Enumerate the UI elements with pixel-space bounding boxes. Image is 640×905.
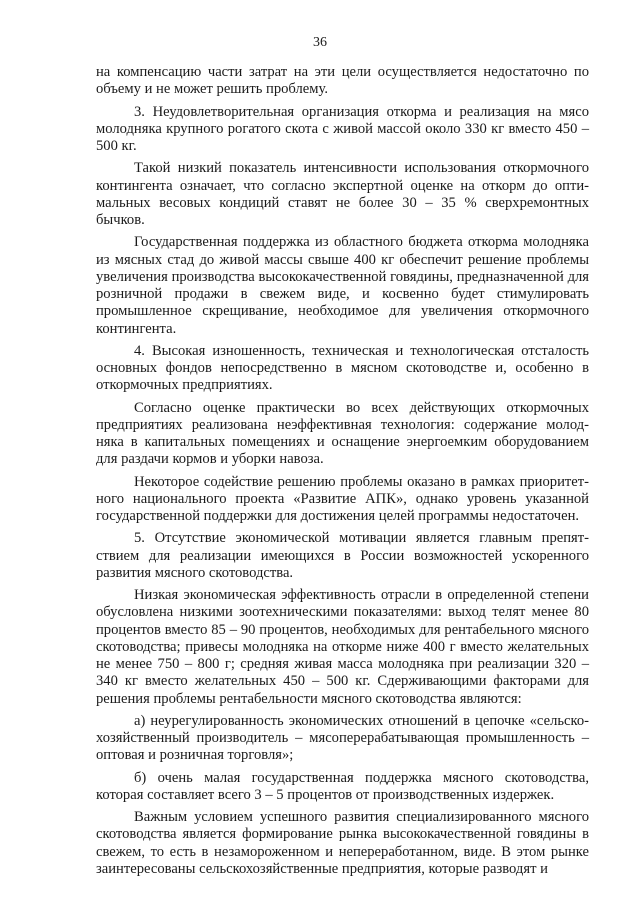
paragraph: Такой низкий показатель интенсивности использования откормочного контингента означает, что согласно экспертной оценке на откорм до опти-мальных весовых кондиций ставят не более 30 – 35 % сверхремонтных бычков. (96, 160, 589, 228)
paragraph-subitem-a: а) неурегулированность экономических отношений в цепочке «сельско-хозяйственный производитель – мясоперерабатывающая промышленность – оптовая и розничная торговля»; (96, 712, 589, 764)
document-body (96, 64, 589, 883)
paragraph: Низкая экономическая эффективность отрасли в определенной степени обусловлена низкими зоотехническими показателями: выход телят менее 80 процентов вместо 85 – 90 процентов, необходимых для рентабельного мясного скотоводства; привесы молодняка на откорме ниже 400 г вместо желательных не менее 750 – 800 г; средняя живая масса молодняка при реализации 320 – 340 кг вместо желательных 450 – 500 кг. Сдерживающими факторами для решения проблемы рентабельности мясного скотоводства являются: (96, 587, 589, 707)
paragraph-item-5: 5. Отсутствие экономической мотивации является главным препят-ствием для реализации имеющихся в России возможностей ускоренного развития мясного скотоводства. (96, 530, 589, 581)
paragraph: Некоторое содействие решению проблемы оказано в рамках приоритет-ного национального проекта «Развитие АПК», однако уровень указанной государственной поддержки для достижения целей программы недостаточен. (96, 473, 589, 524)
paragraph-item-4: 4. Высокая изношенность, техническая и технологическая отсталость основных фондов непосредственно в мясном скотоводстве и, особенно в откормочных предприятиях. (96, 342, 589, 394)
paragraph-continuation: на компенсацию части затрат на эти цели осуществляется недостаточно по объему и не может решить проблему. (96, 64, 589, 98)
page-number: 36 (313, 35, 327, 50)
paragraph: Важным условием успешного развития специализированного мясного скотоводства является формирование рынка высококачественной говядины в свежем, то есть в незамороженном и непереработанном, виде. В этом рынке заинтересованы сельскохозяйственные предприятия, которые разводят и (96, 809, 589, 877)
paragraph: Согласно оценке практически во всех действующих откормочных предприятиях реализована неэффективная технология: содержание молод-няка в капитальных помещениях и оснащение энергоемким оборудованием для раздачи кормов и уборки навоза. (96, 399, 589, 468)
paragraph-item-3: 3. Неудовлетворительная организация откорма и реализация на мясо молодняка крупного рогатого скота с живой массой около 330 кг вместо 450 – 500 кг. (96, 103, 589, 154)
paragraph: Государственная поддержка из областного бюджета откорма молодняка из мясных стад до живой массы свыше 400 кг обеспечит решение проблемы увеличения производства высококачественной говядины, предназначенной для розничной продажи в свежем виде, и косвенно будет стимулировать промышленное скрещивание, необходимое для увеличения откормочного контингента. (96, 234, 589, 337)
paragraph-subitem-b: б) очень малая государственная поддержка мясного скотоводства, которая составляет всего 3 – 5 процентов от производственных издержек. (96, 769, 589, 803)
